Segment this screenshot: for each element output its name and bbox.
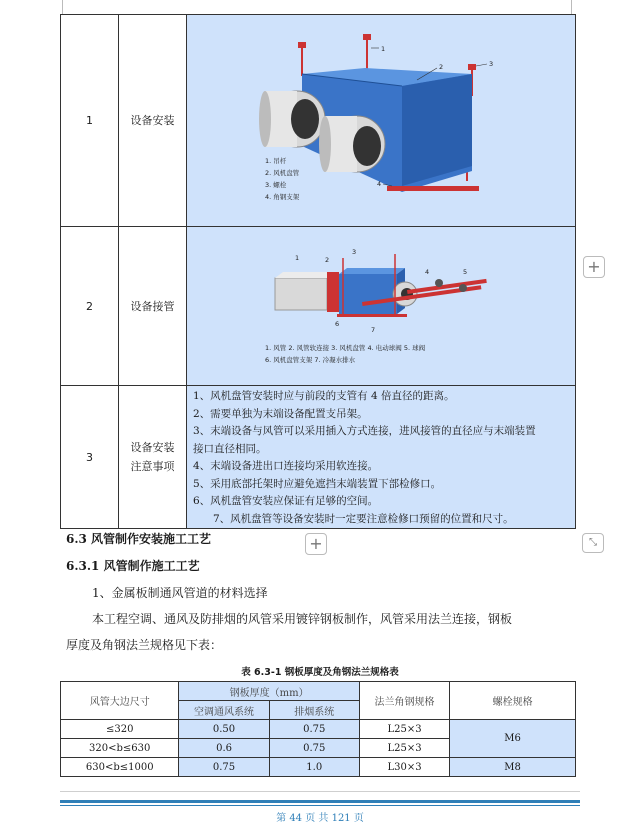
paragraph: 厚度及角钢法兰规格见下表： (66, 638, 223, 652)
legend-line: 6. 风机盘管支架 7. 冷凝水排水 (265, 355, 356, 364)
note-line: 3、末端设备与风管可以采用插入方式连接，进风接管的直径应与末端装置 (193, 425, 536, 437)
header-smoke-system: 排烟系统 (269, 701, 359, 720)
callout-6: 6 (335, 319, 340, 328)
cell-ac: 0.50 (179, 720, 269, 739)
cell-size: ≤320 (61, 720, 179, 739)
cell-smoke: 0.75 (269, 720, 359, 739)
table-resize-handle[interactable]: ⤡ (582, 533, 604, 553)
fan-coil-install-diagram (187, 16, 575, 226)
pipe-connection-diagram-cell (187, 227, 576, 386)
callout-2: 2 (325, 255, 330, 264)
subsection-heading: 6.3.1 风管制作施工工艺 (66, 559, 200, 573)
row-title-line: 注意事项 (130, 460, 175, 473)
footer-divider (60, 800, 580, 803)
cell-flange: L25×3 (359, 720, 449, 739)
installation-table (60, 14, 576, 529)
note-line: 接口直径相同。 (193, 442, 267, 455)
cell-size: 320<b≤630 (61, 739, 179, 758)
cell-ac: 0.6 (179, 739, 269, 758)
callout-4: 4 (425, 267, 430, 276)
cell-bolt: M6 (450, 720, 576, 758)
note-line: 5、采用底部托架时应避免遮挡末端装置下部检修口。 (193, 477, 442, 490)
steel-thickness-table (60, 681, 576, 777)
cell-flange: L25×3 (359, 739, 449, 758)
pipe-connection-diagram (187, 228, 575, 385)
note-line: 1、风机盘管安装时应与前段的支管有 4 倍直径的距离。 (193, 390, 455, 402)
table-row (61, 720, 576, 739)
row-title (119, 386, 187, 529)
cell-flange: L30×3 (359, 758, 449, 777)
paragraph: 1、金属板制通风管道的材料选择 (92, 586, 268, 600)
table-row (61, 758, 576, 777)
cell-ac: 0.75 (179, 758, 269, 777)
notes-cell (187, 386, 576, 529)
row-title: 设备接管 (119, 227, 187, 386)
callout-3: 3 (489, 59, 494, 68)
paragraph: 本工程空调、通风及防排烟的风管采用镀锌钢板制作，风管采用法兰连接，钢板 (92, 612, 513, 626)
cell-bolt: M8 (450, 758, 576, 777)
footer-divider (60, 791, 580, 792)
equipment-install-diagram-cell (187, 15, 576, 227)
section-heading: 6.3 风管制作安装施工工艺 (66, 532, 212, 546)
legend-line: 3. 螺栓 (265, 180, 287, 189)
callout-4: 4 (377, 179, 382, 188)
note-line: 2、需要单独为末端设备配置支吊架。 (193, 407, 368, 420)
legend-line: 1. 风管 2. 风管软连接 3. 风机盘管 4. 电动球阀 5. 球阀 (265, 343, 426, 352)
table-caption: 表 6.3-1 钢板厚度及角钢法兰规格表 (241, 667, 399, 678)
legend-line: 2. 风机盘管 (265, 168, 300, 177)
callout-1: 1 (381, 44, 386, 53)
cell-smoke: 1.0 (269, 758, 359, 777)
legend-line: 4. 角钢支架 (265, 192, 300, 201)
page-number: 第 44 页 共 121 页 (276, 813, 364, 824)
callout-7: 7 (371, 325, 376, 334)
callout-5: 5 (463, 267, 468, 276)
row-number: 2 (61, 227, 119, 386)
note-line: 4、末端设备进出口连接均采用软连接。 (193, 460, 379, 472)
header-ac-system: 空调通风系统 (179, 701, 269, 720)
add-row-button[interactable]: + (583, 256, 605, 278)
row-number: 1 (61, 15, 119, 227)
page-margin-marks (62, 0, 572, 14)
header-flange: 法兰角钢规格 (359, 682, 449, 720)
row-title: 设备安装 (119, 15, 187, 227)
note-line: 7、风机盘管等设备安装时一定要注意检修口预留的位置和尺寸。 (213, 512, 514, 525)
header-thickness-group: 钢板厚度（mm） (179, 682, 359, 701)
callout-2: 2 (439, 62, 444, 71)
cell-size: 630<b≤1000 (61, 758, 179, 777)
note-line: 6、风机盘管安装应保证有足够的空间。 (193, 495, 379, 507)
header-duct-size: 风管大边尺寸 (61, 682, 179, 720)
row-number: 3 (61, 386, 119, 529)
callout-3: 3 (352, 247, 357, 256)
legend-line: 1. 吊杆 (265, 156, 287, 165)
add-row-button[interactable]: + (305, 533, 327, 555)
row-title-line: 设备安装 (130, 441, 175, 454)
footer-divider (60, 805, 580, 806)
install-notes (187, 386, 575, 528)
header-bolt: 螺栓规格 (450, 682, 576, 720)
callout-1: 1 (295, 253, 300, 262)
cell-smoke: 0.75 (269, 739, 359, 758)
